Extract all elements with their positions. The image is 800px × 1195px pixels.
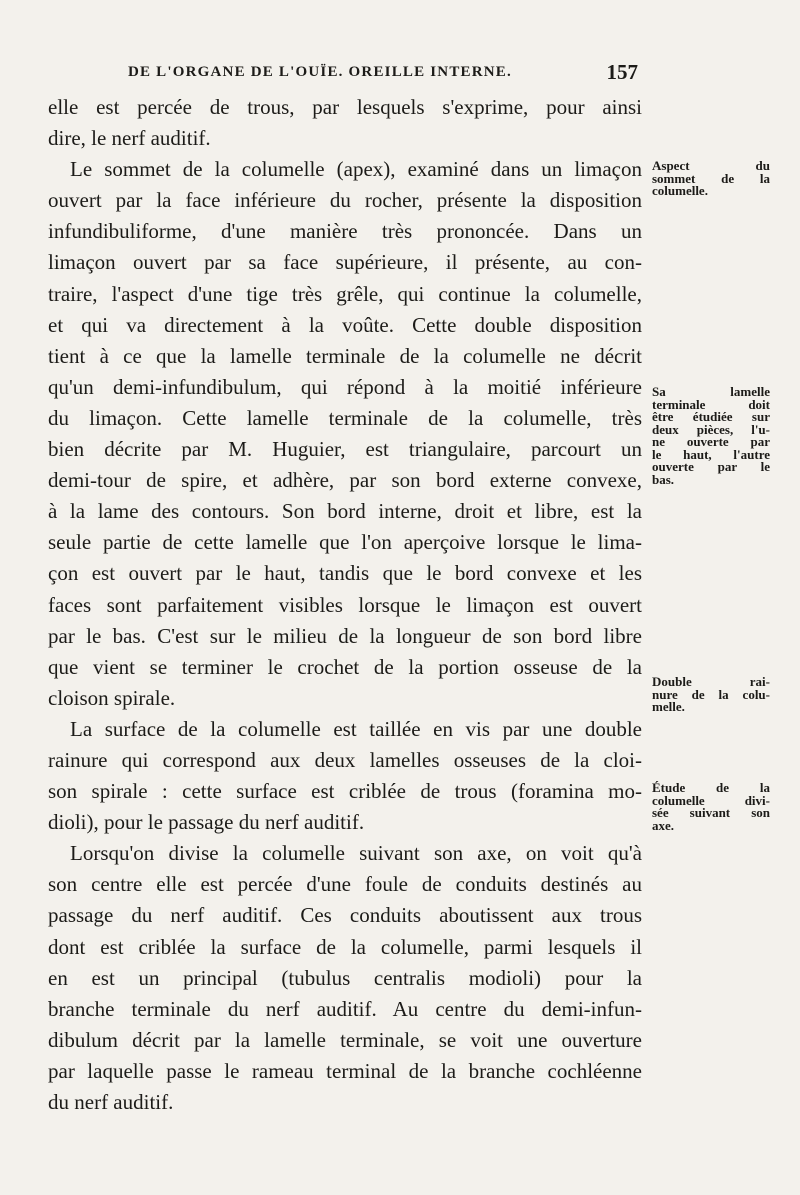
- page-number: 157: [606, 60, 638, 84]
- text-line: limaçon ouvert par sa face supérieure, il présente, au con-: [48, 250, 642, 275]
- text-line: son centre elle est percée d'une foule de conduits destinés au: [48, 872, 642, 897]
- margin-note-line: nure de la colu-: [652, 686, 770, 702]
- margin-note-line: Aspect du: [652, 158, 770, 173]
- running-title: DE L'ORGANE DE L'OUÏE. OREILLE INTERNE.: [128, 64, 512, 80]
- text-line: dont est criblée la surface de la columelle, parmi lesquels il: [48, 934, 642, 959]
- margin-note-line: axe.: [652, 817, 675, 833]
- text-line: traire, l'aspect d'une tige très grêle, qui continue la columelle,: [48, 281, 642, 306]
- text-line: Lorsqu'on divise la columelle suivant son axe, on voit qu'à: [70, 841, 642, 866]
- margin-note-line: terminale doit: [652, 396, 770, 412]
- text-line: cloison spirale.: [48, 685, 176, 710]
- text-line: infundibuliforme, d'une manière très prononcée. Dans un: [48, 219, 642, 244]
- margin-note-line: melle.: [652, 699, 685, 714]
- text-line: passage du nerf auditif. Ces conduits aboutissent aux trous: [48, 903, 642, 928]
- text-line: du nerf auditif.: [48, 1090, 174, 1114]
- text-line: Le sommet de la columelle (apex), examiné dans un limaçon: [70, 157, 642, 182]
- margin-note-line: columelle.: [652, 183, 708, 198]
- margin-note-line: sommet de la: [652, 170, 770, 186]
- text-line: par le bas. C'est sur le milieu de la longueur de son bord libre: [48, 623, 642, 648]
- text-line: çon est ouvert par le haut, tandis que le bord convexe et les: [48, 561, 642, 586]
- margin-note-axe: [652, 782, 770, 832]
- text-line: faces sont parfaitement visibles lorsque le limaçon est ouvert: [48, 592, 642, 617]
- text-line: en est un principal (tubulus centralis modioli) pour la: [48, 965, 642, 990]
- margin-note-line: Double rai-: [652, 674, 770, 689]
- text-line: bien décrite par M. Huguier, est triangulaire, parcourt un: [48, 437, 642, 462]
- text-line: dire, le nerf auditif.: [48, 126, 211, 151]
- text-line: rainure qui correspond aux deux lamelles osseuses de la cloi-: [48, 747, 642, 772]
- text-line: branche terminale du nerf auditif. Au centre du demi-infun-: [48, 996, 642, 1021]
- margin-note-line: sée suivant son: [652, 805, 770, 820]
- text-line: tient à ce que la lamelle terminale de la columelle ne décrit: [48, 343, 642, 368]
- text-line: son spirale : cette surface est criblée de trous (foramina mo-: [48, 779, 642, 804]
- text-line: elle est percée de trous, par lesquels s'exprime, pour ainsi: [48, 95, 642, 119]
- margin-note-line: columelle divi-: [652, 792, 770, 808]
- page-header: [48, 62, 640, 90]
- margin-note-line: Sa lamelle: [652, 384, 770, 399]
- text-line: dioli), pour le passage du nerf auditif.: [48, 810, 365, 835]
- text-line: que vient se terminer le crochet de la portion osseuse de la: [48, 654, 642, 679]
- margin-note-line: deux pièces, l'u-: [652, 421, 770, 437]
- text-line: seule partie de cette lamelle que l'on aperçoive lorsque le lima-: [48, 530, 642, 555]
- text-line: ouvert par la face inférieure du rocher, présente la disposition: [48, 188, 642, 213]
- text-line: et qui va directement à la voûte. Cette double disposition: [48, 312, 642, 337]
- margin-note-line: Étude de la: [652, 780, 770, 795]
- margin-note-rainure: [652, 676, 770, 714]
- text-line: demi-tour de spire, et adhère, par son bord externe convexe,: [48, 468, 642, 493]
- text-line: La surface de la columelle est taillée en vis par une double: [70, 716, 642, 741]
- body-text: [48, 92, 642, 1118]
- margin-note-apex: [652, 160, 770, 198]
- text-line: du limaçon. Cette lamelle terminale de la columelle, très: [48, 405, 642, 430]
- margin-note-line: bas.: [652, 471, 675, 487]
- margin-note-line: ne ouverte par: [652, 434, 770, 449]
- text-line: par laquelle passe le rameau terminal de la branche cochléenne: [48, 1058, 642, 1083]
- margin-note-line: ouverte par le: [652, 459, 770, 474]
- margin-note-line: le haut, l'autre: [652, 446, 770, 462]
- text-line: à la lame des contours. Son bord interne, droit et libre, est la: [48, 499, 642, 524]
- text-line: qu'un demi-infundibulum, qui répond à la moitié inférieure: [48, 374, 642, 399]
- margin-note-line: être étudiée sur: [652, 409, 770, 424]
- text-line: dibulum décrit par la lamelle terminale, se voit une ouverture: [48, 1027, 642, 1052]
- margin-note-lamelle: [652, 386, 770, 486]
